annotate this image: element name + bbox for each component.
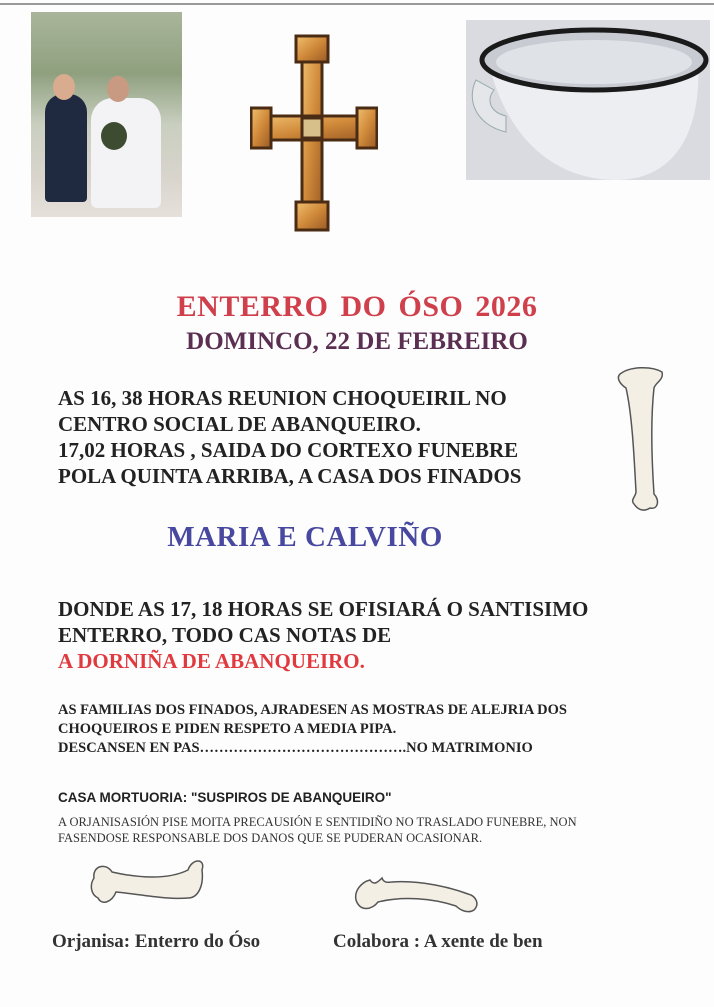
scan-top-edge xyxy=(0,3,714,5)
casa-mortuoria: CASA MORTUORIA: "SUSPIROS DE ABANQUEIRO" xyxy=(58,790,392,805)
bouquet xyxy=(101,122,127,150)
disclaimer-line: A ORJANISASIÓN PISE MOITA PRECAUSIÓN E SENTIDIÑO NO TRASLADO FUNEBRE, NON xyxy=(58,815,577,829)
disclaimer-line: FASENDOSE RESPONSABLE DOS DANOS QUE SE PUDERAN OCASIONAR. xyxy=(58,831,483,845)
families-line: CHOQUEIROS E PIDEN RESPETO A MEDIA PIPA. xyxy=(58,721,397,737)
families-line: DESCANSEN EN PAS…………………………………….NO MATRIMONIO xyxy=(58,740,533,756)
schedule-line: AS 16, 38 HORAS REUNION CHOQUEIRIL NO xyxy=(58,386,507,410)
families-paragraph xyxy=(58,701,567,758)
collaborator-credit: Colabora : A xente de ben xyxy=(333,931,543,952)
ceremony-highlight: A DORNIÑA DE ABANQUEIRO. xyxy=(58,649,365,673)
event-title: ENTERRO DO ÓSO 2026 xyxy=(176,290,538,323)
bride-figure xyxy=(91,98,161,208)
bone-left-icon xyxy=(88,858,208,913)
event-date: DOMINCO, 22 DE FEBREIRO xyxy=(186,328,528,355)
schedule-paragraph xyxy=(58,385,521,489)
bone-vertical-icon xyxy=(612,364,672,514)
deceased-names: MARIA E CALVIÑO xyxy=(167,521,443,553)
groom-figure xyxy=(45,94,87,202)
chamber-pot-image xyxy=(466,20,710,180)
schedule-line: 17,02 HORAS , SAIDA DO CORTEXO FUNEBRE xyxy=(58,438,519,462)
families-line: AS FAMILIAS DOS FINADOS, AJRADESEN AS MOSTRAS DE ALEJRIA DOS xyxy=(58,702,567,718)
ceremony-line: ENTERRO, TODO CAS NOTAS DE xyxy=(58,623,392,647)
bone-right-icon xyxy=(352,870,482,915)
ceremony-line: DONDE AS 17, 18 HORAS SE OFISIARÁ O SANTISIMO xyxy=(58,597,589,621)
schedule-line: POLA QUINTA ARRIBA, A CASA DOS FINADOS xyxy=(58,464,522,488)
disclaimer-paragraph xyxy=(58,814,577,846)
wedding-couple-photo xyxy=(31,12,182,217)
organizer-credit: Orjanisa: Enterro do Óso xyxy=(52,931,261,952)
schedule-line: CENTRO SOCIAL DE ABANQUEIRO. xyxy=(58,412,421,436)
cross-icon xyxy=(250,30,378,235)
ceremony-paragraph xyxy=(58,596,588,674)
groom-head xyxy=(53,74,75,100)
bride-head xyxy=(107,76,129,102)
